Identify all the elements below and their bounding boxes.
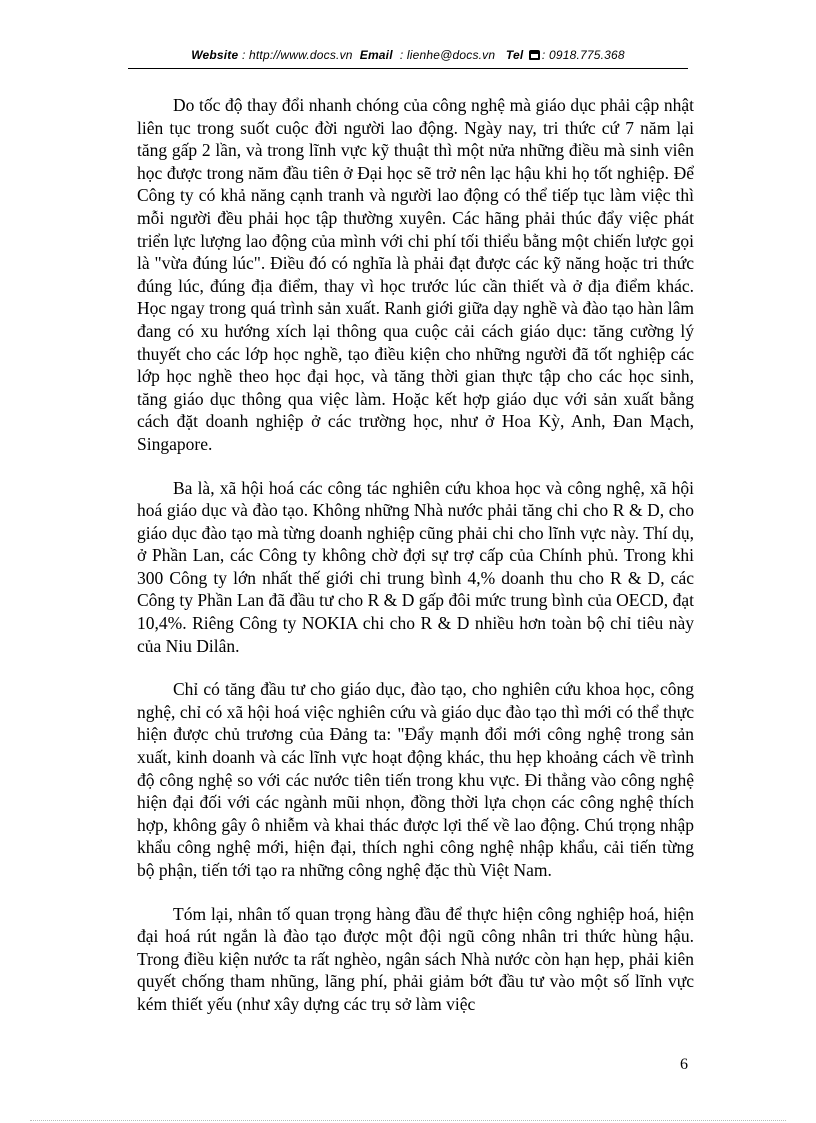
tel-label: Tel [505, 48, 524, 62]
header-divider [128, 68, 688, 69]
paragraph-4: Tóm lại, nhân tố quan trọng hàng đầu để thực hiện công nghiệp hoá, hiện đại hoá rút ngắn là đào tạo được một đội ngũ công nhân tri thức hùng hậu. Trong điều kiện nước ta rất nghèo, ngân sách Nhà nước còn hạn hẹp, phải kiên quyết chống tham nhũng, lãng phí, phải giảm bớt đầu tư vào một số lĩnh vực kém thiết yếu (như xây dựng các trụ sở làm việc [137, 903, 694, 1014]
paragraph-3: Chỉ có tăng đầu tư cho giáo dục, đào tạo, cho nghiên cứu khoa học, công nghệ, chỉ có xã hội hoá việc nghiên cứu và giáo dục đào tạo thì mới có thể thực hiện được chủ trương của Đảng ta: "Đẩy mạnh đổi mới công nghệ trong sản xuất, kinh doanh và các lĩnh vực hoạt động khác, thu hẹp khoảng cách về trình độ công nghệ so với các nước tiên tiến trong khu vực. Đi thẳng vào công nghệ hiện đại đối với các ngành mũi nhọn, đồng thời lựa chọn các công nghệ thích hợp, không gây ô nhiễm và khai thác được lợi thế về lao động. Chú trọng nhập khẩu công nghệ mới, hiện đại, thích nghi công nghệ nhập khẩu, cải tiến từng bộ phận, tiến tới tạo ra những công nghệ đặc thù Việt Nam. [137, 679, 694, 880]
paragraph-2: Ba là, xã hội hoá các công tác nghiên cứu khoa học và công nghệ, xã hội hoá giáo dục và đào tạo. Không những Nhà nước phải tăng chi cho R & D, cho giáo dục đào tạo mà từng doanh nghiệp cũng phải chi cho lĩnh vực này. Thí dụ, ở Phần Lan, các Công ty không chờ đợi sự trợ cấp của Chính phủ. Trong khi 300 Công ty lớn nhất thế giới chi trung bình 4,% doanh thu cho R & D, các Công ty Phần Lan đã đầu tư cho R & D gấp đôi mức trung bình của OECD, đạt 10,4%. Riêng Công ty NOKIA chi cho R & D nhiều hơn toàn bộ chỉ tiêu này của Niu Dilân. [137, 477, 694, 656]
website-link[interactable]: : http://www.docs.vn [241, 48, 353, 62]
tel-value: : 0918.775.368 [541, 48, 625, 62]
paragraph-1: Do tốc độ thay đổi nhanh chóng của công nghệ mà giáo dục phải cập nhật liên tục trong suốt cuộc đời người lao động. Ngày nay, tri thức cứ 7 năm lại tăng gấp 2 lần, và trong lĩnh vực kỹ thuật thì một nửa những điều mà sinh viên học được trong năm đầu tiên ở Đại học sẽ trở nên lạc hậu khi họ tốt nghiệp. Để Công ty có khả năng cạnh tranh và người lao động có thể tiếp tục làm việc thì mỗi người đều phải học tập thường xuyên. Các hãng phải thúc đẩy việc phát triển lực lượng lao động của mình với chi phí tối thiểu bằng một chiến lược gọi là "vừa đúng lúc". Điều đó có nghĩa là phải đạt được các kỹ năng hoặc tri thức đúng lúc, đúng địa điểm, thay vì học trước lúc cần thiết và ở địa điểm khác. Học ngay trong quá trình sản xuất. Ranh giới giữa dạy nghề và đào tạo hàn lâm đang có xu hướng xích lại thông qua cuộc cải cách giáo dục: tăng cường lý thuyết cho các lớp học nghề, tạo điều kiện cho những người đã tốt nghiệp các lớp học nghề theo học đại học, và tăng thời gian thực tập cho các học sinh, tăng giáo dục thông qua việc làm. Hoặc kết hợp giáo dục với sản xuất bằng cách đặt doanh nghiệp ở các trường học, như ở Hoa Kỳ, Anh, Đan Mạch, Singapore. [137, 95, 694, 454]
page-number: 6 [680, 1056, 688, 1073]
document-body [137, 94, 694, 1037]
page-header [0, 48, 816, 62]
email-link[interactable]: : lienhe@docs.vn [399, 48, 496, 62]
footer-divider [30, 1120, 786, 1121]
phone-icon [529, 50, 540, 60]
email-label: Email [359, 48, 393, 62]
website-label: Website [191, 48, 239, 62]
